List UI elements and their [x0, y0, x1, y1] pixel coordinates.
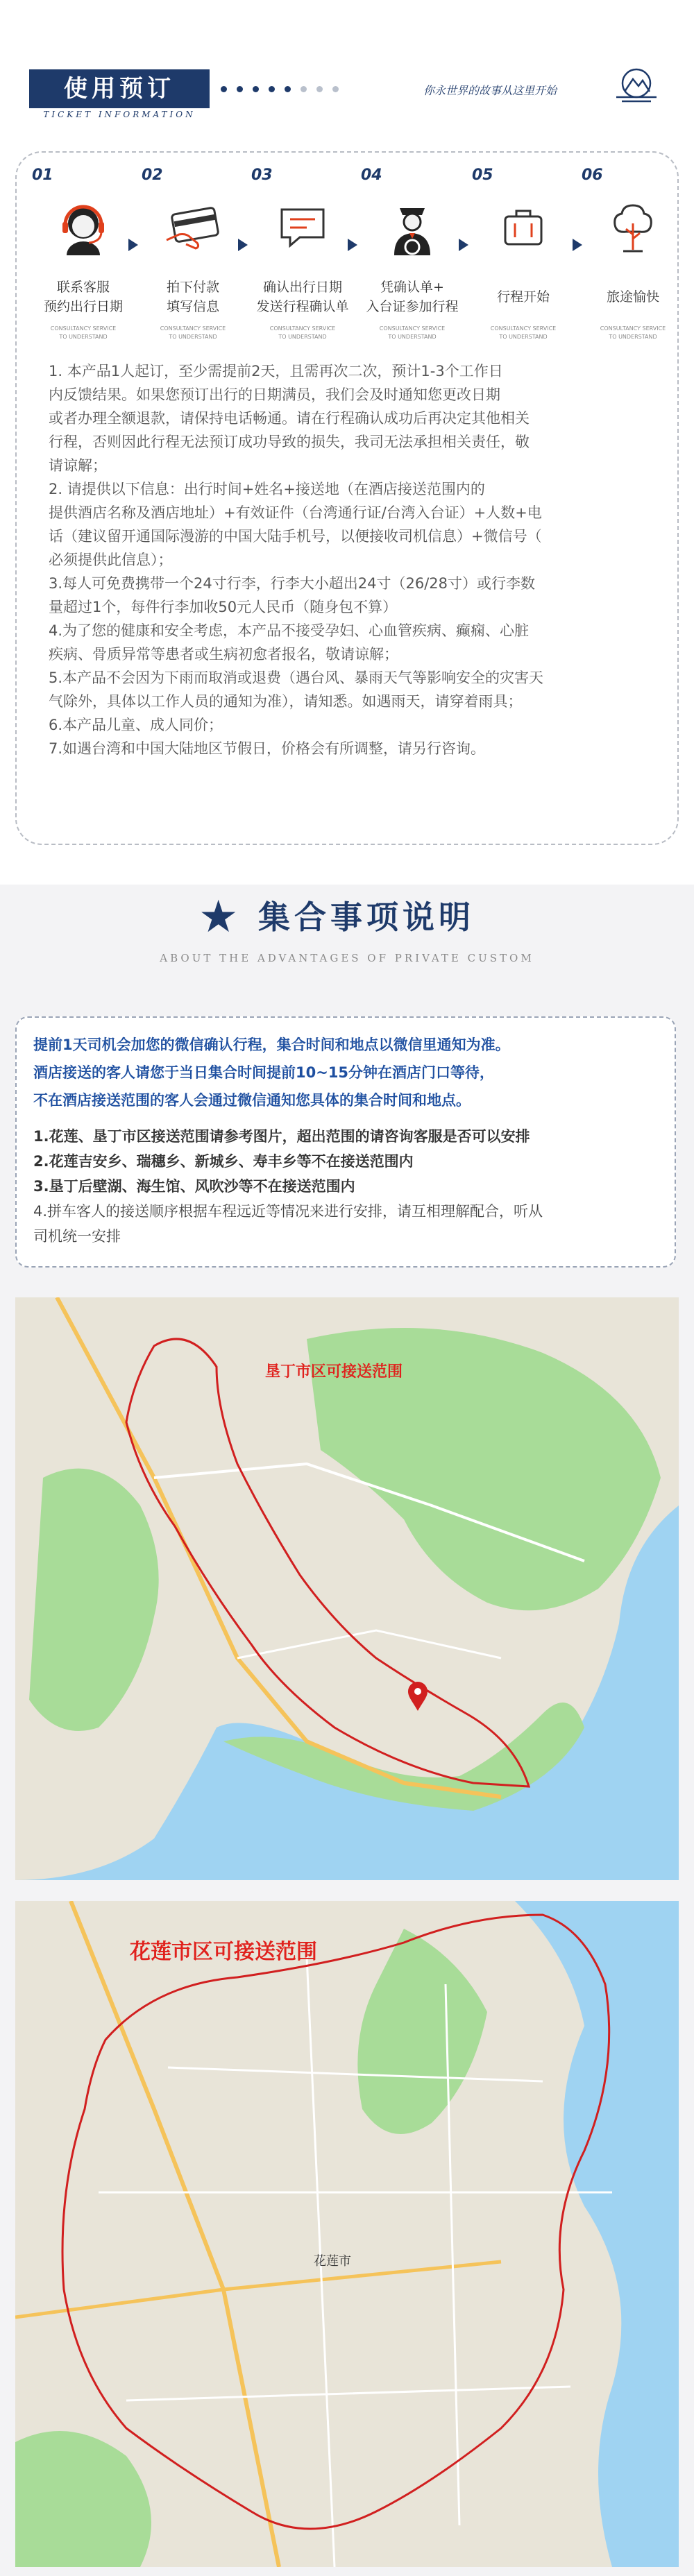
- kenting-map-title: 垦丁市区可接送范围: [265, 1363, 403, 1381]
- mountain-logo-icon: [612, 67, 661, 105]
- step-arrow-icon: [348, 239, 357, 251]
- credit-card-icon: [161, 196, 225, 259]
- tree-icon: [601, 196, 665, 259]
- step-title: 确认出行日期 发送行程确认单: [256, 280, 349, 314]
- step-title: 旅途愉快: [606, 289, 659, 305]
- chat-message-icon: [271, 196, 335, 259]
- step-number: 05: [472, 167, 493, 184]
- kenting-pickup-map: [15, 1297, 679, 1880]
- step-arrow-icon: [238, 239, 248, 251]
- section-subtitle: TICKET INFORMATION: [43, 110, 196, 119]
- suitcase-icon: [491, 196, 555, 259]
- meeting-title: 集合事项说明: [258, 898, 475, 936]
- step-arrow-icon: [573, 239, 582, 251]
- step-title: 拍下付款 填写信息: [166, 280, 219, 314]
- star-icon: ★: [198, 892, 239, 943]
- step-number: 04: [361, 167, 382, 184]
- customer-service-headset-icon: [51, 196, 115, 259]
- booking-notice-text: 1. 本产品1人起订，至少需提前2天，且需再次二次，预计1-3个工作日 内反馈结果。如果您预订出行的日期满员，我们会及时通知您更改日期 或者办理全额退款，请保持电话畅通。请在行程确认成功后再决定其他相关 行程，否则因此行程无法预订成功导致的损失，我司无法承担相关责任，敬 请谅解； 2. 请提供以下信息：出行时间+姓名+接送地（在酒店接送范围内的 提供酒店名称及酒店地址）+有效证件（台湾通行证/台湾入台证）+人数+电 话（建议留开通国际漫游的中国大陆手机号，以便接收司机信息）+微信号（ 必须提供此信息）； 3.每人可免费携带一个24寸行李，行李大小超出24寸（26/28寸）或行李数 量超过1个，每件行李加收50元人民币（随身包不算） 4.为了您的健康和安全考虑，本产品不接受孕妇、心血管疾病、癫痫、心脏 疾病、骨质异常等患者或生病初愈者报名，敬请谅解； 5.本产品不会因为下雨而取消或退费（遇台风、暴雨天气等影响安全的灾害天 气除外，具体以工作人员的通知为准），请知悉。如遇雨天，请穿着雨具； 6.本产品儿童、成人同价； 7.如遇台湾和中国大陆地区节假日，价格会有所调整，请另行咨询。: [49, 363, 544, 757]
- meeting-rules-text: 1.花莲、垦丁市区接送范围请参考图片，超出范围的请咨询客服是否可以安排 2.花莲吉安乡、瑞穗乡、新城乡、寿丰乡等不在接送范围内 3.垦丁后壁湖、海生馆、风吹沙等不在接送范围内 4.拼车客人的接送顺序根据车程远近等情况来进行安排，请互相理解配合，听从 司机统一安排: [33, 1128, 543, 1245]
- hualien-pickup-map: [15, 1901, 679, 2567]
- meeting-subtitle: ABOUT THE ADVANTAGES OF PRIVATE CUSTOM: [160, 952, 534, 964]
- driver-icon: [380, 196, 444, 259]
- step-number: 03: [251, 167, 273, 184]
- step-arrow-icon: [459, 239, 468, 251]
- decorative-dots: [221, 82, 401, 96]
- step-number: 01: [32, 167, 53, 184]
- hualien-map-title: 花莲市区可接送范围: [130, 1940, 317, 1964]
- step-english-caption: CONSULTANCY SERVICE TO UNDERSTAND: [50, 325, 117, 340]
- step-arrow-icon: [128, 239, 138, 251]
- step-english-caption: CONSULTANCY SERVICE TO UNDERSTAND: [379, 325, 446, 340]
- step-number: 02: [142, 167, 163, 184]
- hualien-city-label: 花莲市: [314, 2254, 351, 2269]
- section-title-badge: 使用预订: [29, 69, 210, 108]
- step-english-caption: CONSULTANCY SERVICE TO UNDERSTAND: [600, 325, 666, 340]
- slogan-text: 你永世界的故事从这里开始: [423, 84, 557, 97]
- step-english-caption: CONSULTANCY SERVICE TO UNDERSTAND: [269, 325, 336, 340]
- step-title: 凭确认单+ 入台证参加行程: [366, 280, 459, 314]
- step-title: 联系客服 预约出行日期: [43, 280, 123, 314]
- step-english-caption: CONSULTANCY SERVICE TO UNDERSTAND: [490, 325, 557, 340]
- meeting-highlight-text: 提前1天司机会加您的微信确认行程，集合时间和地点以微信里通知为准。 酒店接送的客人请您于当日集合时间提前10~15分钟在酒店门口等待， 不在酒店接送范围的客人会通过微信通知您具体的集合时间和地点。: [33, 1037, 510, 1109]
- step-title: 行程开始: [496, 289, 550, 305]
- step-english-caption: CONSULTANCY SERVICE TO UNDERSTAND: [160, 325, 226, 340]
- step-number: 06: [582, 167, 603, 184]
